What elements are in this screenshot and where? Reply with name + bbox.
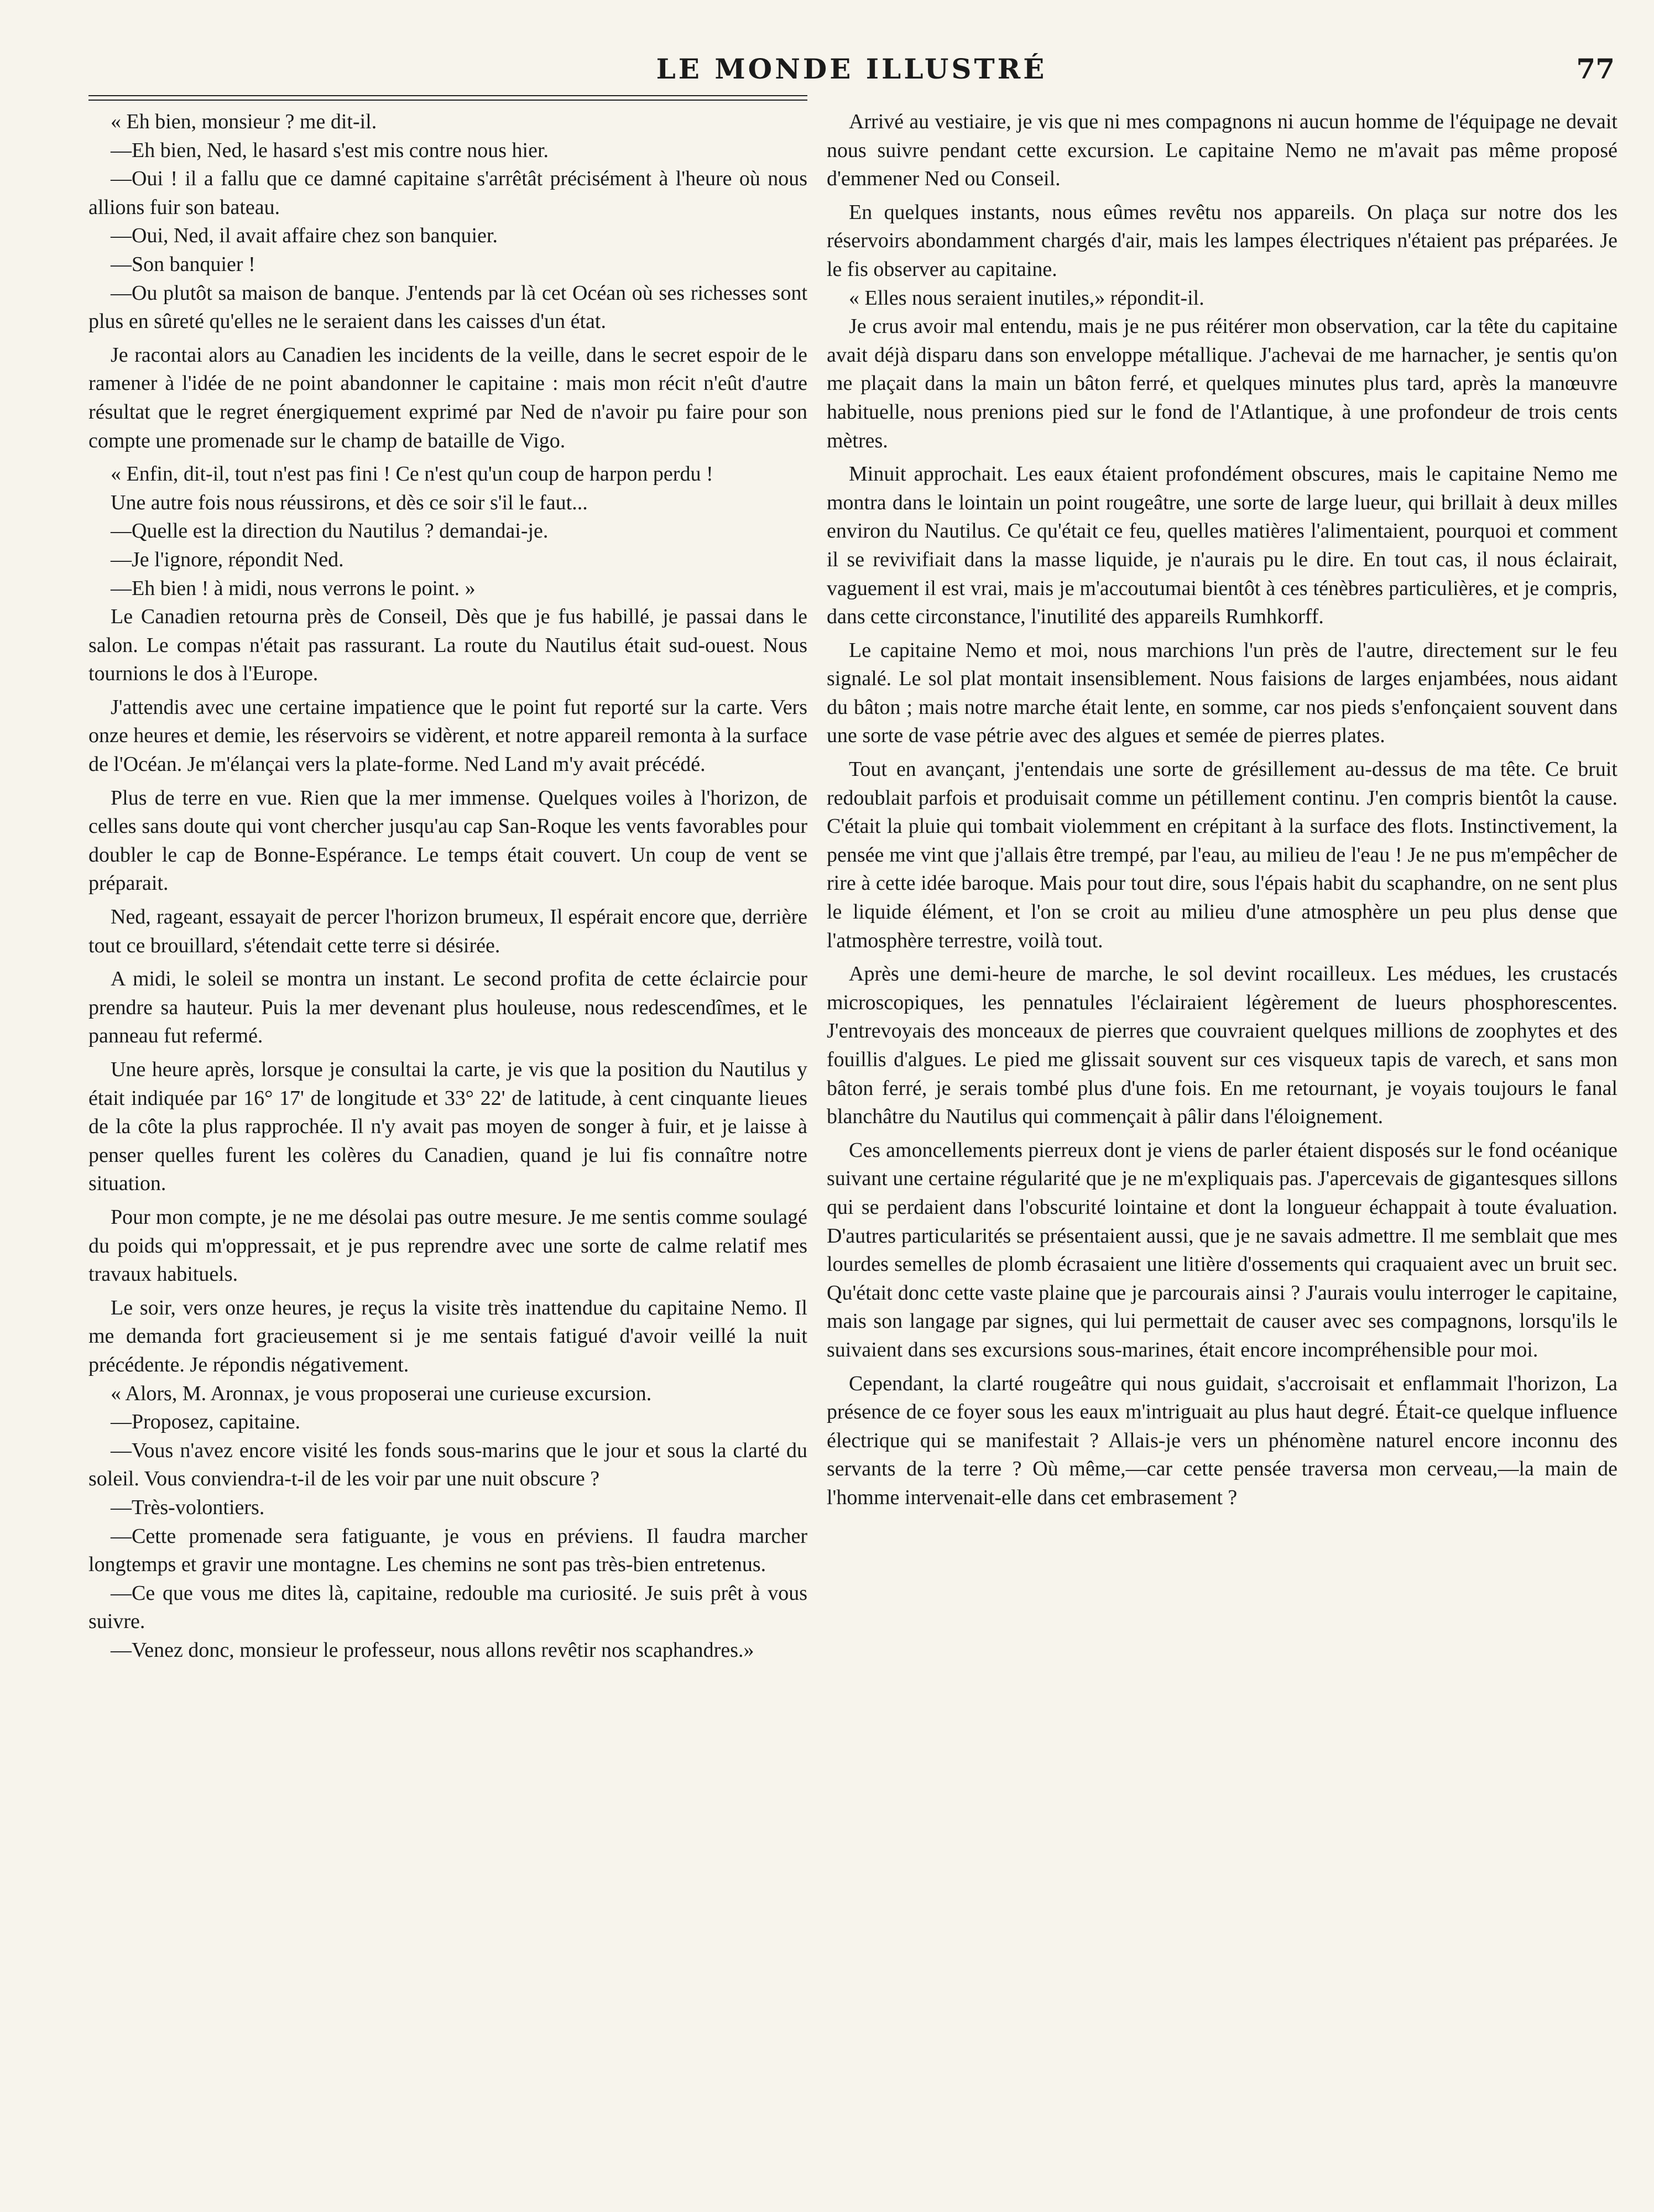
paragraph: —Oui, Ned, il avait affaire chez son banquier.: [111, 224, 498, 248]
journal-title: LE MONDE ILLUSTRÉ: [656, 53, 1047, 85]
paragraph: En quelques instants, nous eûmes revêtu nos appareils. On plaça sur notre dos les réservoirs abondamment chargés d'air, mais les lampes électriques n'étaient pas préparées. Je le fis observer au capitaine.: [827, 200, 1618, 281]
paragraph: « Enfin, dit-il, tout n'est pas fini ! Ce n'est qu'un coup de harpon perdu !: [111, 462, 713, 486]
page-number: 77: [1576, 53, 1615, 85]
paragraph: Le Canadien retourna près de Conseil, Dès que je fus habillé, je passai dans le salon. Le compas n'était pas rassurant. La route du Nautilus était sud-ouest. Nous tournions le dos à l'Europe.: [88, 605, 807, 686]
paragraph: —Proposez, capitaine.: [111, 1410, 300, 1434]
paragraph: Une heure après, lorsque je consultai la carte, je vis que la position du Nautilus y était indiquée par 16° 17' de longitude et 33° 22' de latitude, à cent cinquante lieues de la côte la plus rapprochée. Il n'y avait pas moyen de songer à fuir, et je laisse à penser quelles furent les colères du Canadien, quand je lui fis connaître notre situation.: [88, 1058, 807, 1196]
paragraph: « Alors, M. Aronnax, je vous proposerai une curieuse excursion.: [111, 1381, 652, 1405]
paragraph: Minuit approchait. Les eaux étaient profondément obscures, mais le capitaine Nemo me montra dans le lointain un point rougeâtre, une sorte de large lueur, qui brillait à deux milles environ du Nautilus. Ce qu'était ce feu, quelles matières l'alimentaient, pourquoi et comment il se revivifiait dans la masse liquide, je n'aurais pu le dire. En tout cas, il nous éclairait, vaguement il est vrai, mais je m'accoutumai bientôt à ces ténèbres particulières, et je compris, dans cette circonstance, l'inutilité des appareils Rumhkorff.: [827, 462, 1618, 629]
paragraph: —Je l'ignore, répondit Ned.: [111, 547, 344, 571]
paragraph: Une autre fois nous réussirons, et dès ce soir s'il le faut...: [111, 491, 588, 514]
paragraph: A midi, le soleil se montra un instant. Le second profita de cette éclaircie pour prendre sa hauteur. Puis la mer devenant plus houleuse, nous redescendîmes, et le panneau fut refermé.: [88, 967, 807, 1048]
paragraph: Je racontai alors au Canadien les incidents de la veille, dans le secret espoir de le ramener à l'idée de ne point abandonner le capitaine : mais mon récit n'eût d'autre résultat que le regret énergiquement exprimé par Ned de n'avoir pu faire pour son compte une promenade sur le champ de bataille de Vigo.: [88, 343, 807, 452]
left-column: [88, 108, 807, 1665]
paragraph: Le capitaine Nemo et moi, nous marchions l'un près de l'autre, directement sur le feu signalé. Le sol plat montait insensiblement. Nous faisions de larges enjambées, nous aidant du bâton ; mais notre marche était lente, en somme, car nos pieds s'enfonçaient souvent dans une sorte de vase pétrie avec des algues et semée de pierres plates.: [827, 638, 1618, 748]
paragraph: « Elles nous seraient inutiles,» répondit-il.: [849, 286, 1204, 310]
paragraph: —Ou plutôt sa maison de banque. J'entends par là cet Océan où ses richesses sont plus en sûreté qu'elles ne le seraient dans les caisses d'un état.: [88, 281, 807, 333]
paragraph: —Cette promenade sera fatiguante, je vous en préviens. Il faudra marcher longtemps et gravir une montagne. Les chemins ne sont pas très-bien entretenus.: [88, 1524, 807, 1577]
paragraph: Arrivé au vestiaire, je vis que ni mes compagnons ni aucun homme de l'équipage ne devait nous suivre pendant cette excursion. Le capitaine Nemo ne m'avait pas même proposé d'emmener Ned ou Conseil.: [827, 110, 1618, 191]
paragraph: —Quelle est la direction du Nautilus ? demandai-je.: [111, 519, 549, 543]
header-rule: [88, 95, 807, 96]
paragraph: —Eh bien, Ned, le hasard s'est mis contre nous hier.: [111, 138, 549, 162]
paragraph: « Eh bien, monsieur ? me dit-il.: [111, 110, 377, 133]
paragraph: Ned, rageant, essayait de percer l'horizon brumeux, Il espérait encore que, derrière tout ce brouillard, s'étendait cette terre si désirée.: [88, 905, 807, 957]
paragraph: Cependant, la clarté rougeâtre qui nous guidait, s'accroisait et enflammait l'horizon, La présence de ce foyer sous les eaux m'intriguait au plus haut degré. Était-ce quelque influence électrique qui se manifestait ? Allais-je vers un phénomène naturel encore inconnu des servants de la terre ? Où même,—car cette pensée traversa mon cerveau,—la main de l'homme intervenait-elle dans cet embrasement ?: [827, 1371, 1618, 1509]
paragraph: Plus de terre en vue. Rien que la mer immense. Quelques voiles à l'horizon, de celles sans doute qui vont chercher jusqu'au cap San-Roque les vents favorables pour doubler le cap de Bonne-Espérance. Le temps était couvert. Un coup de vent se préparait.: [88, 786, 807, 895]
paragraph: —Venez donc, monsieur le professeur, nous allons revêtir nos scaphandres.»: [111, 1638, 754, 1662]
paragraph: Après une demi-heure de marche, le sol devint rocailleux. Les médues, les crustacés microscopiques, les pennatules l'éclairaient légèrement de lueurs phosphorescentes. J'entrevoyais des monceaux de pierres que couvraient quelques millions de zoophytes et des fouillis d'algues. Le pied me glissait souvent sur ces visqueux tapis de varech, et sans mon bâton ferré, je serais tombé plus d'une fois. En me retournant, je voyais toujours le fanal blanchâtre du Nautilus qui commençait à pâlir dans l'éloignement.: [827, 962, 1618, 1129]
paragraph: —Eh bien ! à midi, nous verrons le point. »: [111, 576, 476, 600]
right-column: [827, 108, 1618, 1512]
paragraph: Le soir, vers onze heures, je reçus la visite très inattendue du capitaine Nemo. Il me demanda fort gracieusement si je me sentais fatigué d'avoir veillé la nuit précédente. Je répondis négativement.: [88, 1296, 807, 1376]
header-rule: [88, 100, 807, 101]
paragraph: —Son banquier !: [111, 252, 255, 276]
paragraph: —Très-volontiers.: [111, 1495, 265, 1519]
paragraph: Tout en avançant, j'entendais une sorte de grésillement au-dessus de ma tête. Ce bruit redoublait parfois et produisait comme un pétillement continu. J'en compris bientôt la cause. C'était la pluie qui tombait violemment en crépitant à la surface des flots. Instinctivement, la pensée me vint que j'allais être trempé, par l'eau, au milieu de l'eau ! Je ne pus m'empêcher de rire à cette idée baroque. Mais pour tout dire, sous l'épais habit du scaphandre, on ne sent plus le liquide élément, et l'on se croit au milieu d'une atmosphère un peu plus dense que l'atmosphère terrestre, voilà tout.: [827, 758, 1618, 952]
paragraph: —Vous n'avez encore visité les fonds sous-marins que le jour et sous la clarté du soleil. Vous conviendra-t-il de les voir par une nuit obscure ?: [88, 1438, 807, 1491]
paragraph: Pour mon compte, je ne me désolai pas outre mesure. Je me sentis comme soulagé du poids qui m'oppressait, et je pus reprendre avec une sorte de calme relatif mes travaux habituels.: [88, 1205, 807, 1286]
paragraph: J'attendis avec une certaine impatience que le point fut reporté sur la carte. Vers onze heures et demie, les réservoirs se vidèrent, et notre appareil remonta à la surface de l'Océan. Je m'élançai vers la plate-forme. Ned Land m'y avait précédé.: [88, 695, 807, 776]
paragraph: Je crus avoir mal entendu, mais je ne pus réitérer mon observation, car la tête du capitaine avait déjà disparu dans son enveloppe métallique. J'achevai de me harnacher, je sentis qu'on me plaçait dans la main un bâton ferré, et quelques minutes plus tard, après la manœuvre habituelle, nous prenions pied sur le fond de l'Atlantique, à une profondeur de trois cents mètres.: [827, 315, 1618, 452]
paragraph: —Oui ! il a fallu que ce damné capitaine s'arrêtât précisément à l'heure où nous allions fuir son bateau.: [88, 167, 807, 219]
page-header: [88, 53, 1615, 97]
paragraph: —Ce que vous me dites là, capitaine, redouble ma curiosité. Je suis prêt à vous suivre.: [88, 1581, 807, 1634]
paragraph: Ces amoncellements pierreux dont je viens de parler étaient disposés sur le fond océanique suivant une certaine régularité que je ne m'expliquais pas. J'apercevais de gigantesques sillons qui se perdaient dans l'obscurité lointaine et dont la longueur échappait à toute évaluation. D'autres particularités se présentaient aussi, que je ne savais admettre. Il me semblait que mes lourdes semelles de plomb écrasaient une litière d'ossements qui craquaient avec un bruit sec. Qu'était donc cette vaste plaine que je parcourais ainsi ? J'aurais voulu interroger le capitaine, mais son langage par signes, qui lui permettait de causer avec ses compagnons, lorsqu'ils le suivaient dans ses excursions sous-marines, était encore incompréhensible pour moi.: [827, 1138, 1618, 1361]
